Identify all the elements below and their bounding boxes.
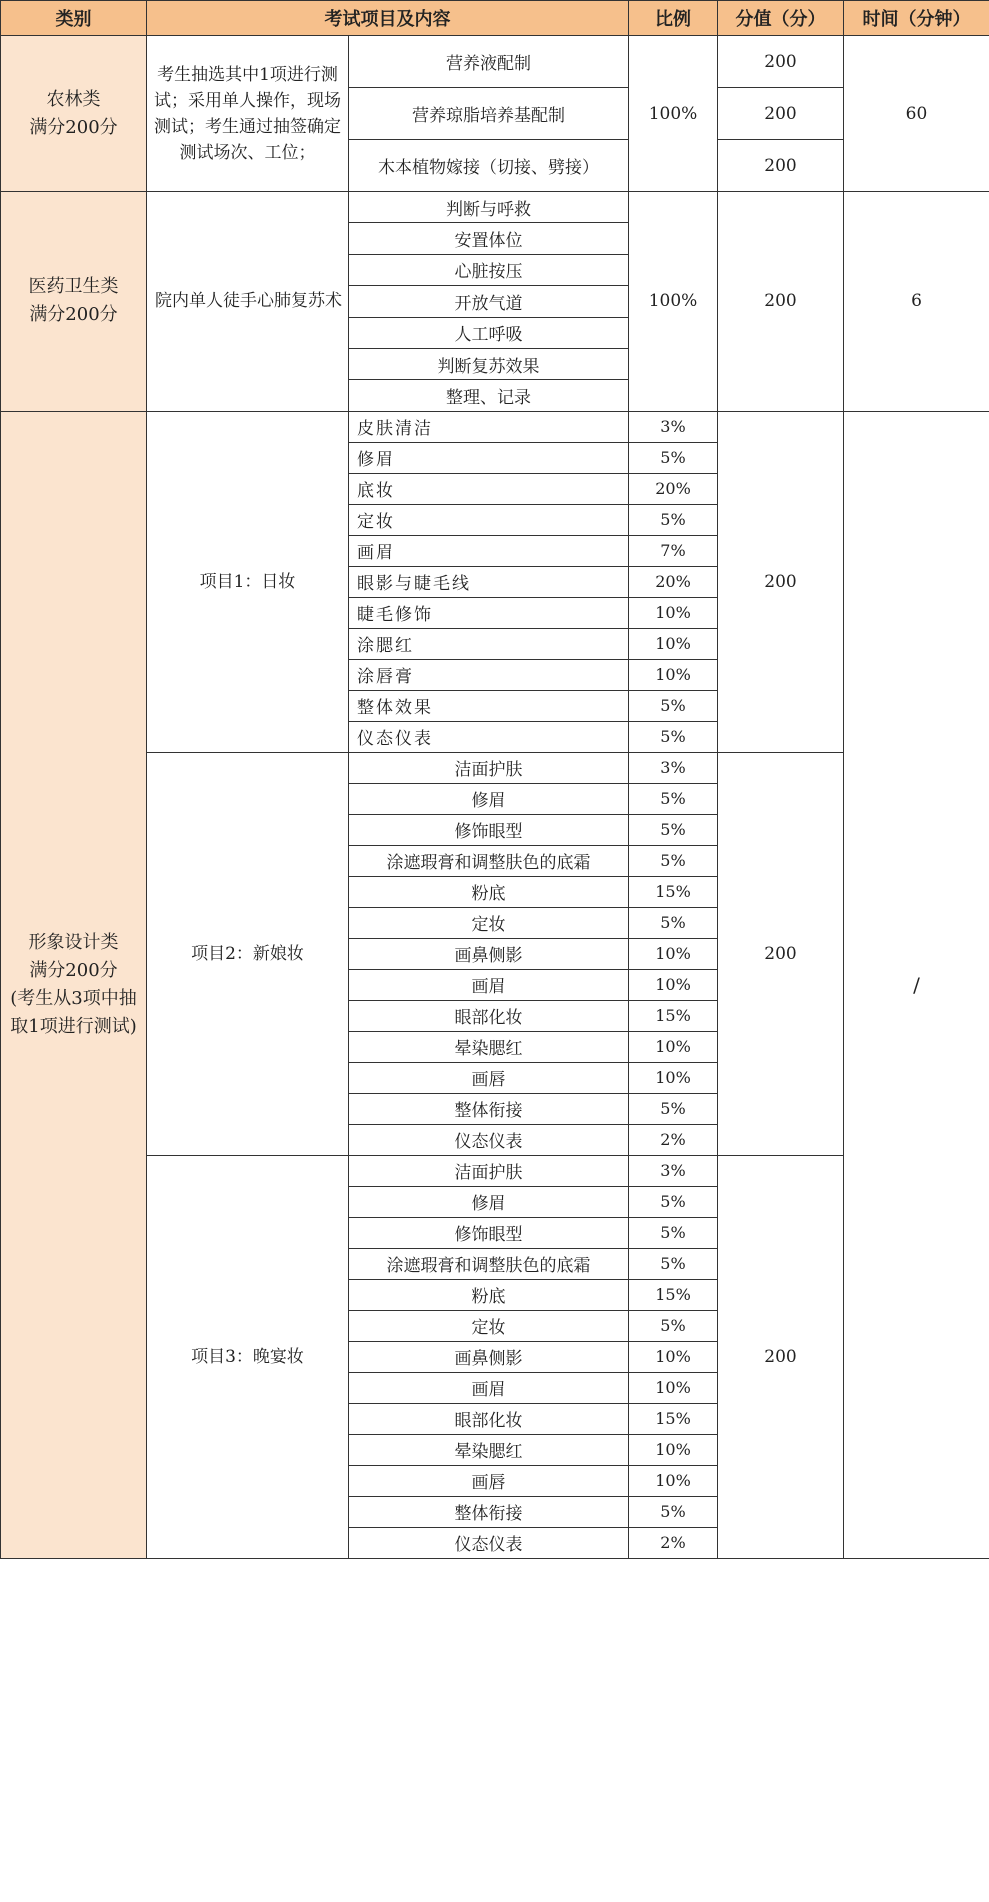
item-ratio: 5% — [629, 442, 718, 473]
item-ratio: 10% — [629, 1465, 718, 1496]
project-item: 眼影与睫毛线 — [349, 566, 629, 597]
item-ratio: 10% — [629, 628, 718, 659]
project-item: 整体效果 — [349, 690, 629, 721]
table-row — [1, 36, 989, 88]
agri-description: 考生抽选其中1项进行测试；采用单人操作，现场测试；考生通过抽签确定测试场次、工位； — [147, 36, 349, 192]
project-item: 画唇 — [349, 1465, 629, 1496]
project-item: 仪态仪表 — [349, 1124, 629, 1155]
category-medical: 医药卫生类 满分200分 — [1, 192, 147, 412]
project-item: 眼部化妆 — [349, 1000, 629, 1031]
project-item: 定妆 — [349, 1310, 629, 1341]
project-name: 项目2：新娘妆 — [147, 752, 349, 1155]
project-name: 项目1：日妆 — [147, 411, 349, 752]
item-ratio: 5% — [629, 1186, 718, 1217]
item-ratio: 3% — [629, 1155, 718, 1186]
project-item: 整体衔接 — [349, 1093, 629, 1124]
agri-score: 200 — [718, 140, 844, 192]
item-ratio: 3% — [629, 411, 718, 442]
medical-item: 开放气道 — [349, 286, 629, 317]
item-ratio: 5% — [629, 1217, 718, 1248]
item-ratio: 5% — [629, 721, 718, 752]
agri-score: 200 — [718, 88, 844, 140]
medical-item: 心脏按压 — [349, 254, 629, 285]
project-item: 晕染腮红 — [349, 1434, 629, 1465]
project-item: 画鼻侧影 — [349, 938, 629, 969]
agri-item: 营养液配制 — [349, 36, 629, 88]
item-ratio: 10% — [629, 1372, 718, 1403]
project-item: 睫毛修饰 — [349, 597, 629, 628]
item-ratio: 5% — [629, 1496, 718, 1527]
category-image-design: 形象设计类 满分200分 (考生从3项中抽取1项进行测试) — [1, 411, 147, 1558]
item-ratio: 10% — [629, 1341, 718, 1372]
project-item: 仪态仪表 — [349, 1527, 629, 1558]
project-item: 眼部化妆 — [349, 1403, 629, 1434]
item-ratio: 15% — [629, 1000, 718, 1031]
medical-item: 人工呼吸 — [349, 317, 629, 348]
project-item: 底妆 — [349, 473, 629, 504]
item-ratio: 15% — [629, 1403, 718, 1434]
item-ratio: 10% — [629, 1031, 718, 1062]
item-ratio: 5% — [629, 783, 718, 814]
project-item: 修眉 — [349, 783, 629, 814]
project-name: 项目3：晚宴妆 — [147, 1155, 349, 1558]
project-item: 修眉 — [349, 442, 629, 473]
project-item: 洁面护肤 — [349, 752, 629, 783]
project-item: 修眉 — [349, 1186, 629, 1217]
medical-description: 院内单人徒手心肺复苏术 — [147, 192, 349, 412]
medical-item: 安置体位 — [349, 223, 629, 254]
item-ratio: 10% — [629, 969, 718, 1000]
project-item: 粉底 — [349, 876, 629, 907]
item-ratio: 20% — [629, 473, 718, 504]
table-row — [1, 411, 989, 442]
medical-item: 判断复苏效果 — [349, 348, 629, 379]
project-item: 粉底 — [349, 1279, 629, 1310]
project-item: 画眉 — [349, 969, 629, 1000]
project-item: 画唇 — [349, 1062, 629, 1093]
project-item: 涂遮瑕膏和调整肤色的底霜 — [349, 1248, 629, 1279]
project-item: 定妆 — [349, 907, 629, 938]
project-score: 200 — [718, 752, 844, 1155]
item-ratio: 2% — [629, 1124, 718, 1155]
agri-item: 营养琼脂培养基配制 — [349, 88, 629, 140]
agri-time: 60 — [844, 36, 989, 192]
project-item: 涂唇膏 — [349, 659, 629, 690]
project-score: 200 — [718, 1155, 844, 1558]
header-time: 时间（分钟） — [844, 1, 989, 36]
item-ratio: 5% — [629, 1310, 718, 1341]
medical-time: 6 — [844, 192, 989, 412]
header-score: 分值（分） — [718, 1, 844, 36]
item-ratio: 10% — [629, 1062, 718, 1093]
header-content: 考试项目及内容 — [147, 1, 629, 36]
header-category: 类别 — [1, 1, 147, 36]
header-ratio: 比例 — [629, 1, 718, 36]
project-item: 画眉 — [349, 535, 629, 566]
item-ratio: 5% — [629, 814, 718, 845]
item-ratio: 5% — [629, 907, 718, 938]
project-item: 洁面护肤 — [349, 1155, 629, 1186]
image-time: / — [844, 411, 989, 1558]
table-row — [1, 192, 989, 223]
header-row — [1, 1, 989, 36]
item-ratio: 3% — [629, 752, 718, 783]
item-ratio: 10% — [629, 1434, 718, 1465]
item-ratio: 20% — [629, 566, 718, 597]
medical-score: 200 — [718, 192, 844, 412]
medical-item: 整理、记录 — [349, 380, 629, 411]
medical-item: 判断与呼救 — [349, 192, 629, 223]
agri-item: 木本植物嫁接（切接、劈接） — [349, 140, 629, 192]
project-item: 修饰眼型 — [349, 1217, 629, 1248]
project-item: 定妆 — [349, 504, 629, 535]
table-row — [1, 1155, 989, 1186]
project-item: 整体衔接 — [349, 1496, 629, 1527]
project-item: 修饰眼型 — [349, 814, 629, 845]
item-ratio: 15% — [629, 1279, 718, 1310]
project-item: 涂遮瑕膏和调整肤色的底霜 — [349, 845, 629, 876]
project-item: 仪态仪表 — [349, 721, 629, 752]
item-ratio: 5% — [629, 845, 718, 876]
medical-ratio: 100% — [629, 192, 718, 412]
agri-score: 200 — [718, 36, 844, 88]
project-item: 画眉 — [349, 1372, 629, 1403]
project-score: 200 — [718, 411, 844, 752]
table-row — [1, 752, 989, 783]
project-item: 皮肤清洁 — [349, 411, 629, 442]
item-ratio: 10% — [629, 938, 718, 969]
item-ratio: 10% — [629, 659, 718, 690]
item-ratio: 15% — [629, 876, 718, 907]
project-item: 画鼻侧影 — [349, 1341, 629, 1372]
item-ratio: 7% — [629, 535, 718, 566]
item-ratio: 5% — [629, 1093, 718, 1124]
item-ratio: 5% — [629, 504, 718, 535]
agri-ratio: 100% — [629, 36, 718, 192]
category-agri: 农林类 满分200分 — [1, 36, 147, 192]
item-ratio: 5% — [629, 1248, 718, 1279]
item-ratio: 10% — [629, 597, 718, 628]
project-item: 涂腮红 — [349, 628, 629, 659]
item-ratio: 5% — [629, 690, 718, 721]
item-ratio: 2% — [629, 1527, 718, 1558]
project-item: 晕染腮红 — [349, 1031, 629, 1062]
